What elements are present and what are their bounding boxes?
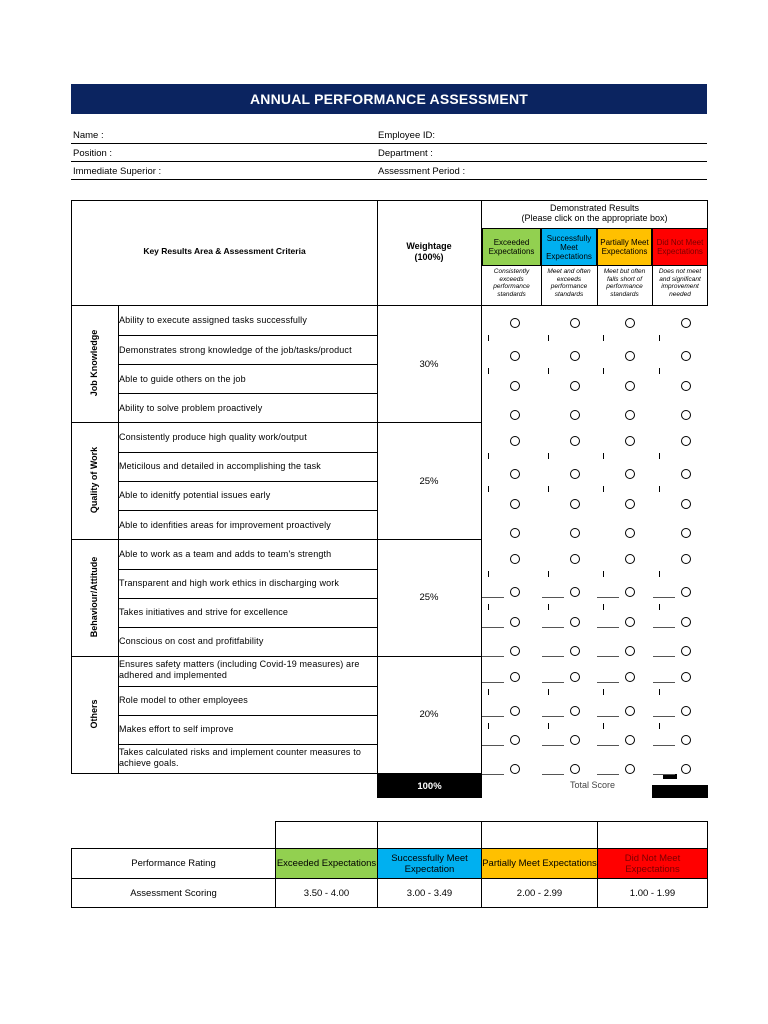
department-label: Department : [378, 148, 433, 159]
scoring-range-did-not: 1.00 - 1.99 [597, 878, 708, 908]
rating-desc-partially: Meet but often falls short of performance standards [603, 268, 646, 298]
control-marker [548, 486, 549, 492]
rating-radio-partially[interactable] [625, 617, 635, 627]
control-marker [488, 453, 489, 459]
control-underline [597, 597, 619, 598]
rating-radio-exceeded[interactable] [510, 318, 520, 328]
control-underline [597, 745, 619, 746]
scoring-header-exceeded: Exceeded Expectations [275, 848, 378, 879]
rating-radio-exceeded[interactable] [510, 587, 520, 597]
category-behaviour-attitude: Behaviour/Attitude [89, 556, 99, 638]
rating-radio-successfully[interactable] [570, 381, 580, 391]
criterion-text: Ensures safety matters (including Covid-19 measures) are adhered and implemented [119, 659, 360, 680]
control-marker [548, 689, 549, 695]
criterion-text: Conscious on cost and profitfability [119, 636, 264, 646]
criterion-text: Transparent and high work ethics in discharging work [119, 578, 340, 588]
control-underline [653, 682, 675, 683]
control-underline [597, 774, 619, 775]
rating-radio-partially[interactable] [625, 528, 635, 538]
rating-radio-exceeded[interactable] [510, 469, 520, 479]
rating-header-exceeded: Exceeded Expectations [482, 228, 541, 266]
rating-radio-successfully[interactable] [570, 318, 580, 328]
scoring-range-exceeded: 3.50 - 4.00 [275, 878, 378, 908]
control-underline [653, 597, 675, 598]
weightage-frame [377, 200, 482, 774]
rating-radio-successfully[interactable] [570, 410, 580, 420]
rating-radio-successfully[interactable] [570, 646, 580, 656]
category-job-knowledge: Job Knowledge [89, 329, 99, 397]
control-underline [482, 656, 504, 657]
scoring-range-partially: 2.00 - 2.99 [481, 878, 598, 908]
control-marker [488, 689, 489, 695]
scoring-header-partially: Partially Meet Expectations [481, 848, 598, 879]
assessment-scoring-label: Assessment Scoring [71, 878, 276, 908]
rating-radio-successfully[interactable] [570, 672, 580, 682]
criterion-text: Ability to solve problem proactively [119, 403, 263, 413]
rating-radio-exceeded[interactable] [510, 646, 520, 656]
control-underline [653, 774, 675, 775]
rating-radio-successfully[interactable] [570, 587, 580, 597]
control-underline [597, 682, 619, 683]
rating-radio-did-not[interactable] [681, 410, 691, 420]
rating-radio-did-not[interactable] [681, 469, 691, 479]
page-title: ANNUAL PERFORMANCE ASSESSMENT [71, 84, 707, 114]
control-marker [603, 571, 604, 577]
rating-radio-successfully[interactable] [570, 617, 580, 627]
rating-radio-exceeded[interactable] [510, 764, 520, 774]
control-marker [659, 604, 660, 610]
rating-radio-partially[interactable] [625, 351, 635, 361]
weight-job-knowledge: 30% [419, 359, 439, 370]
performance-rating-label: Performance Rating [71, 848, 276, 879]
position-label: Position : [73, 148, 113, 159]
control-marker [659, 486, 660, 492]
name-label: Name : [73, 130, 104, 141]
rating-radio-successfully[interactable] [570, 554, 580, 564]
rating-radio-exceeded[interactable] [510, 554, 520, 564]
rating-radio-exceeded[interactable] [510, 436, 520, 446]
rating-radio-did-not[interactable] [681, 499, 691, 509]
control-underline [542, 627, 564, 628]
control-marker [548, 335, 549, 341]
control-underline [482, 774, 504, 775]
weightage-header: Weightage [406, 241, 452, 251]
rating-radio-partially[interactable] [625, 764, 635, 774]
rating-radio-exceeded[interactable] [510, 528, 520, 538]
control-marker [603, 453, 604, 459]
rating-header-did-not: Did Not Meet Expectations [652, 228, 708, 266]
total-weight: 100% [377, 774, 482, 798]
control-marker [659, 689, 660, 695]
total-score-box [652, 785, 708, 798]
rating-radio-successfully[interactable] [570, 528, 580, 538]
control-underline [482, 627, 504, 628]
control-underline [542, 682, 564, 683]
results-subheader: (Please click on the appropriate box) [521, 213, 668, 223]
rating-radio-did-not[interactable] [681, 617, 691, 627]
weight-behaviour-attitude: 25% [419, 592, 439, 603]
control-underline [482, 716, 504, 717]
rating-radio-did-not[interactable] [681, 706, 691, 716]
control-underline [597, 716, 619, 717]
control-underline [482, 597, 504, 598]
superior-label: Immediate Superior : [73, 166, 162, 177]
criterion-text: Able to guide others on the job [119, 374, 246, 384]
results-header: Demonstrated Results [549, 203, 640, 213]
rating-radio-did-not[interactable] [681, 672, 691, 682]
control-underline [653, 745, 675, 746]
control-underline [542, 597, 564, 598]
control-marker [603, 689, 604, 695]
rating-radio-successfully[interactable] [570, 469, 580, 479]
rating-radio-did-not[interactable] [681, 735, 691, 745]
category-others: Others [89, 699, 99, 729]
criterion-text: Makes effort to self improve [119, 724, 234, 734]
scoring-range-successfully: 3.00 - 3.49 [377, 878, 482, 908]
control-marker [548, 368, 549, 374]
control-underline [542, 774, 564, 775]
criterion-text: Able to idenfities areas for improvement proactively [119, 520, 331, 530]
rating-radio-partially[interactable] [625, 318, 635, 328]
scoring-header-did-not: Did Not Meet Expectations [597, 848, 708, 879]
control-marker [488, 571, 489, 577]
control-marker [488, 723, 489, 729]
control-marker [488, 486, 489, 492]
criterion-text: Able to idenitfy potential issues early [119, 490, 271, 500]
control-marker [603, 335, 604, 341]
rating-radio-did-not[interactable] [681, 528, 691, 538]
total-score-label: Total Score [570, 780, 616, 790]
scoring-header-successfully: Successfully Meet Expectation [377, 848, 482, 879]
rating-radio-exceeded[interactable] [510, 735, 520, 745]
criterion-text: Consistently produce high quality work/output [119, 432, 307, 442]
control-marker [548, 571, 549, 577]
control-marker [548, 604, 549, 610]
control-marker [548, 723, 549, 729]
control-marker [659, 335, 660, 341]
control-underline [482, 682, 504, 683]
control-underline [653, 656, 675, 657]
rating-radio-did-not[interactable] [681, 381, 691, 391]
criterion-text: Ability to execute assigned tasks successfully [119, 315, 307, 325]
category-quality-of-work: Quality of Work [89, 446, 99, 514]
control-underline [653, 627, 675, 628]
rating-radio-successfully[interactable] [570, 436, 580, 446]
control-marker [488, 604, 489, 610]
rating-radio-did-not[interactable] [681, 351, 691, 361]
control-marker [603, 604, 604, 610]
rating-radio-exceeded[interactable] [510, 617, 520, 627]
rating-radio-successfully[interactable] [570, 735, 580, 745]
rating-radio-partially[interactable] [625, 469, 635, 479]
rating-desc-did-not: Does not meet and significant improvement needed [658, 268, 702, 298]
rating-desc-exceeded: Consistently exceeds performance standards [493, 268, 530, 298]
rating-radio-did-not[interactable] [681, 554, 691, 564]
rating-radio-partially[interactable] [625, 499, 635, 509]
control-marker [659, 453, 660, 459]
control-underline [542, 656, 564, 657]
control-marker [659, 571, 660, 577]
rating-radio-did-not[interactable] [681, 587, 691, 597]
control-underline [597, 656, 619, 657]
rating-radio-partially[interactable] [625, 410, 635, 420]
weightage-sub: (100%) [414, 252, 444, 262]
rating-radio-exceeded[interactable] [510, 351, 520, 361]
rating-radio-partially[interactable] [625, 436, 635, 446]
criterion-text: Meticilous and detailed in accomplishing the task [119, 461, 321, 471]
rating-radio-partially[interactable] [625, 646, 635, 656]
control-marker [603, 486, 604, 492]
control-marker [488, 335, 489, 341]
control-marker [603, 723, 604, 729]
control-marker [659, 368, 660, 374]
rating-radio-did-not[interactable] [681, 764, 691, 774]
info-row-position [71, 144, 707, 162]
rating-radio-partially[interactable] [625, 672, 635, 682]
rating-radio-exceeded[interactable] [510, 499, 520, 509]
rating-radio-partially[interactable] [625, 706, 635, 716]
rating-radio-exceeded[interactable] [510, 381, 520, 391]
control-underline [542, 745, 564, 746]
criterion-text: Demonstrates strong knowledge of the job/tasks/product [119, 345, 352, 355]
rating-radio-partially[interactable] [625, 381, 635, 391]
control-marker [548, 453, 549, 459]
rating-radio-exceeded[interactable] [510, 410, 520, 420]
rating-header-partially: Partially Meet Expectations [597, 228, 652, 266]
employee-id-label: Employee ID: [378, 130, 436, 141]
info-row-superior [71, 162, 707, 180]
rating-radio-successfully[interactable] [570, 706, 580, 716]
criterion-text: Takes initiatives and strive for excellence [119, 607, 289, 617]
rating-header-successfully: Successfully Meet Expectations [541, 228, 597, 266]
weight-quality-of-work: 25% [419, 476, 439, 487]
rating-radio-partially[interactable] [625, 587, 635, 597]
control-underline [597, 627, 619, 628]
rating-radio-exceeded[interactable] [510, 672, 520, 682]
rating-radio-successfully[interactable] [570, 351, 580, 361]
criterion-text: Takes calculated risks and implement counter measures to achieve goals. [119, 747, 362, 768]
criterion-text: Role model to other employees [119, 695, 248, 705]
rating-radio-partially[interactable] [625, 554, 635, 564]
control-marker [659, 723, 660, 729]
criterion-text: Able to work as a team and adds to team's strength [119, 549, 332, 559]
rating-desc-successfully: Meet and often exceeds performance standards [547, 268, 591, 298]
control-underline [653, 716, 675, 717]
control-underline [482, 745, 504, 746]
control-underline [542, 716, 564, 717]
rating-radio-did-not[interactable] [681, 646, 691, 656]
control-marker [488, 368, 489, 374]
rating-radio-partially[interactable] [625, 735, 635, 745]
rating-radio-successfully[interactable] [570, 764, 580, 774]
rating-radio-successfully[interactable] [570, 499, 580, 509]
period-label: Assessment Period : [378, 166, 466, 177]
info-row-name [71, 126, 707, 144]
rating-radio-did-not[interactable] [681, 436, 691, 446]
control-marker [603, 368, 604, 374]
rating-radio-exceeded[interactable] [510, 706, 520, 716]
rating-radio-did-not[interactable] [681, 318, 691, 328]
weight-others: 20% [419, 709, 439, 720]
kra-header: Key Results Area & Assessment Criteria [143, 246, 306, 256]
